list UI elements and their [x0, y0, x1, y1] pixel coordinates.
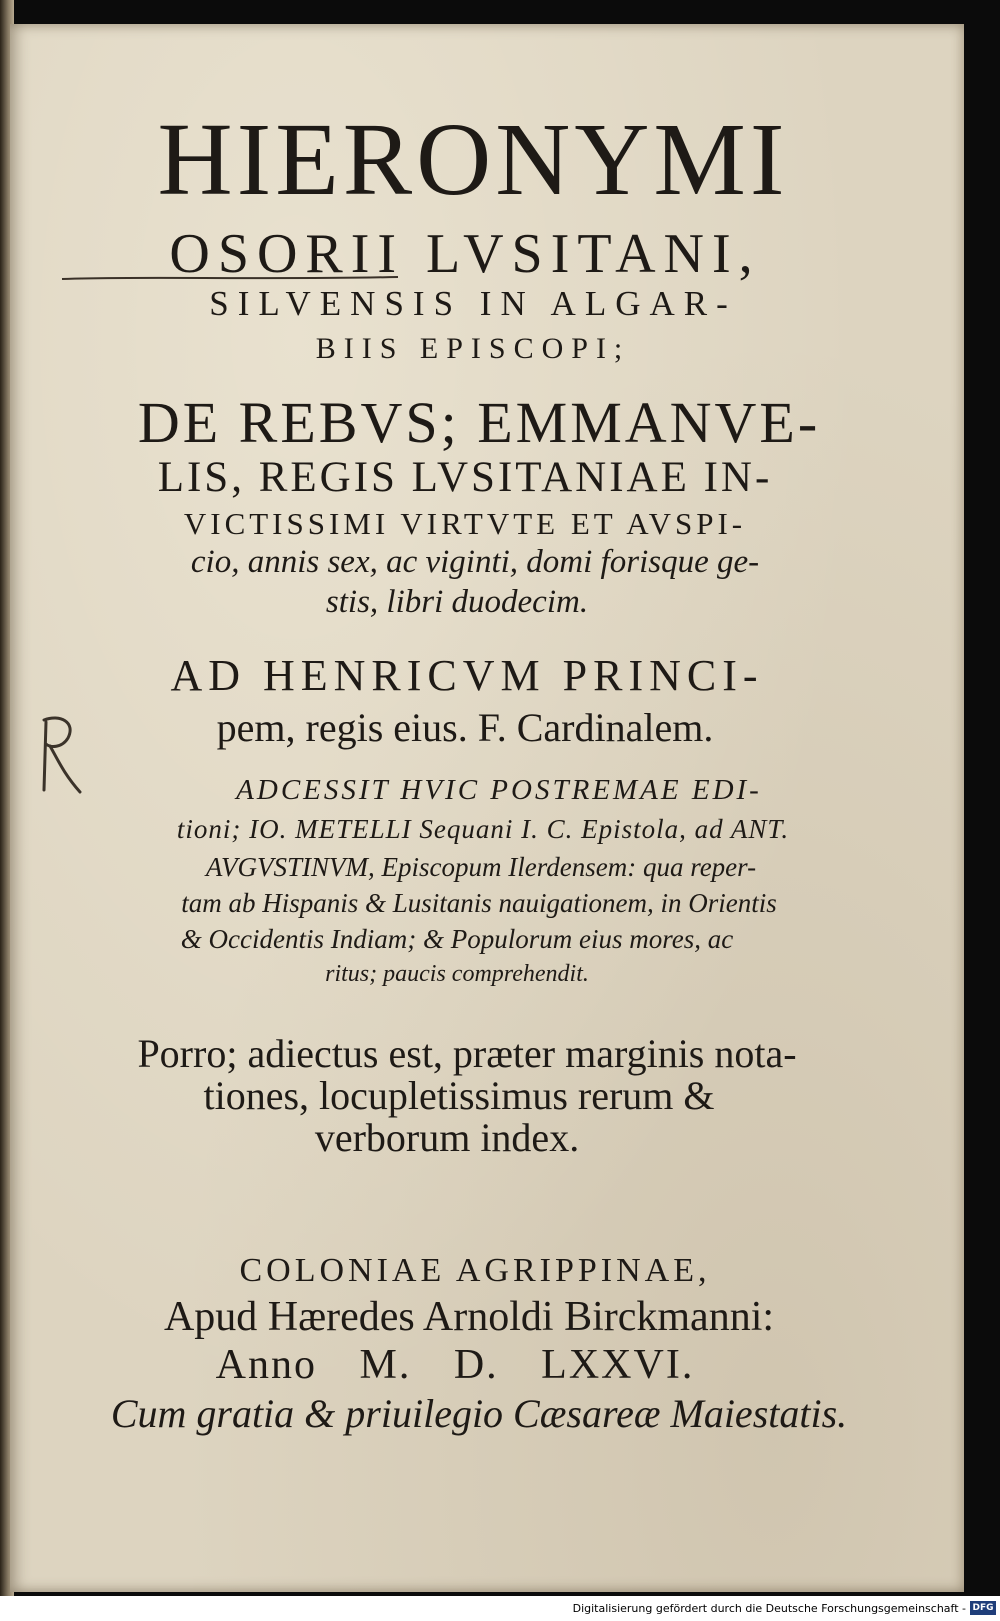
dfg-logo: DFG: [970, 1601, 996, 1615]
dedication-line-2: pem, regis eius. F. Cardinalem.: [216, 705, 714, 750]
imprint-year: Anno M. D. LXXVI.: [215, 1342, 695, 1388]
accessit-line-2: tioni; IO. METELLI Sequani I. C. Epistola, ad ANT.: [176, 814, 790, 844]
author-surname: OSORII LVSITANI,: [169, 223, 761, 285]
title-page: [10, 24, 964, 1592]
subject-line-1: DE REBVS; EMMANVE-: [137, 390, 821, 455]
accessit-line-5: & Occidentis Indiam; & Populorum eius mores, ac: [180, 924, 734, 954]
subject-line-3: VICTISSIMI VIRTVTE ET AVSPI-: [183, 506, 747, 541]
accessit-line-4: tam ab Hispanis & Lusitanis nauigationem, in Orientis: [181, 888, 777, 918]
dedication-line-1: AD HENRICVM PRINCI-: [170, 651, 764, 700]
subject-line-2: LIS, REGIS LVSITANIAE IN-: [157, 454, 773, 501]
porro-line-1: Porro; adiectus est, præter marginis nota-: [137, 1031, 797, 1076]
author-name: HIERONYMI: [157, 102, 789, 217]
imprint-privilege: Cum gratia & priuilegio Cæsareæ Maiestatis.: [110, 1391, 848, 1436]
porro-line-2: tiones, locupletissimus rerum &: [203, 1073, 715, 1118]
porro-line-3: verborum index.: [314, 1115, 580, 1160]
subject-line-4: cio, annis sex, ac viginti, domi forisque ge-: [190, 544, 760, 580]
accessit-line-6: ritus; paucis comprehendit.: [325, 961, 589, 987]
accessit-line-1: ADCESSIT HVIC POSTREMAE EDI-: [236, 774, 762, 806]
accessit-line-3: AVGVSTINVM, Episcopum Ilerdensem: qua reper-: [205, 852, 757, 882]
subject-line-5: stis, libri duodecim.: [325, 584, 589, 620]
author-see-line-1: SILVENSIS IN ALGAR-: [209, 284, 737, 323]
footer-bar: [0, 1596, 1000, 1621]
author-see-line-2: BIIS EPISCOPI;: [315, 332, 631, 365]
imprint-place: COLONIAE AGRIPPINAE,: [239, 1252, 711, 1289]
funding-credit: Digitalisierung gefördert durch die Deutsche Forschungsgemeinschaft -: [572, 1602, 966, 1615]
imprint-printer: Apud Hæredes Arnoldi Birckmanni:: [163, 1294, 775, 1340]
